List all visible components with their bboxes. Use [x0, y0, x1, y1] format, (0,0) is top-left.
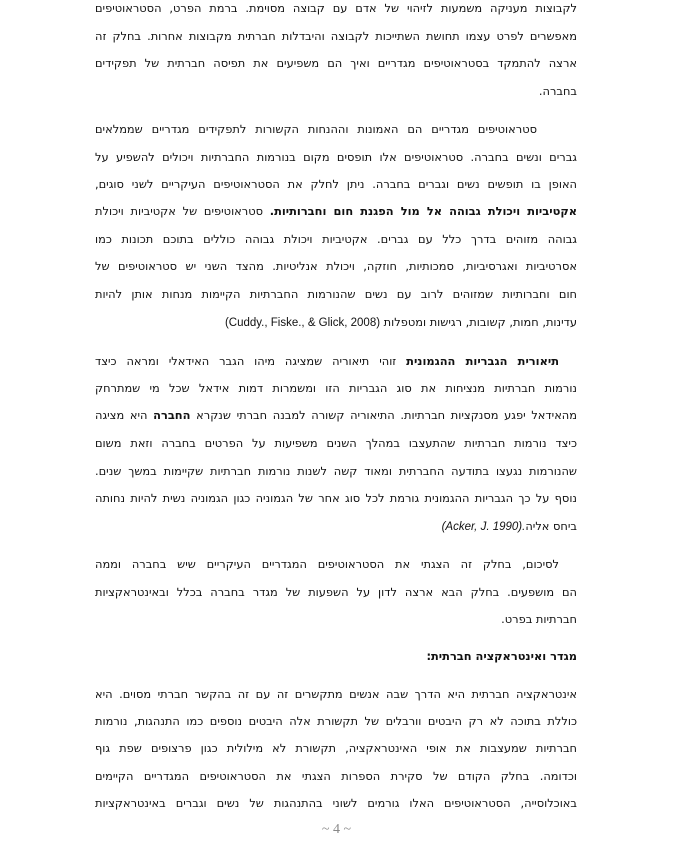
paragraph-3-line-3-end: היא מציגה	[95, 408, 154, 422]
paragraph-3-line-3	[95, 405, 577, 425]
paragraph-3-line-7-text: ביחס אליה	[525, 519, 577, 533]
paragraph-3-line-2: נורמות חברתיות מנציחות את סוג הגבריות הזו ומשמרות דמות אידאל שכל מי שמתרחק	[95, 381, 577, 395]
paragraph-5-line-5: באוכלוסייה, הסטראוטיפים האלו גורמים לשוני בהתנהגות של נשים וגברים באינטראקציות	[95, 796, 577, 810]
paragraph-2-line-1: סטראוטיפים מגדריים הם האמונות וההנחות הקשורות לתפקידים מגדריים שממלאים	[95, 122, 537, 136]
hegemonic-masculinity-term: תיאורית הגבריות ההגמונית	[406, 354, 559, 368]
paragraph-2-line-5: גבוהה מזוהים בדרך כלל עם גברים. אקטיביות ויכולת גבוהה כוללים בתוכם תכונות כמו	[95, 232, 577, 246]
paragraph-5-line-2: כוללת בתוכה לא רק היבטים וורבלים של תקשורת אלה היבטים נוספים כמו התנהגות, נורמות	[95, 714, 577, 728]
paragraph-1-line-3: ארצה להתמקד בסטראוטיפים מגדריים ואיך הם משפיעים את תפיסה חברתית של תפקידים	[95, 56, 577, 70]
key-stereotype-types: אקטיביות ויכולת גבוהה אל מול הפגנת חום וחברותיות.	[269, 204, 577, 218]
paragraph-5-line-3: חברתיות שמעצבות את אופי האינטראקציה, תקשורת לא מילולית כגון פרצופים שפת גוף	[95, 741, 577, 755]
paragraph-2-line-8-text: עדינות, חמות, קשובות, רגישות ומטפלות	[383, 315, 577, 329]
paragraph-3-line-5: שהנורמות נגעצו בתודעה החברתית ומאוד קשה לשנות נורמות חברתיות שקיימות במשך שנים.	[95, 464, 577, 478]
paragraph-5-line-1: אינטראקציה חברתית היא הדרך שבה אנשים מתקשרים זה עם זה בהקשר חברתי מסוים. היא	[95, 687, 577, 701]
society-term: החברה	[153, 408, 191, 422]
paragraph-1-line-1: לקבוצות מעניקה משמעות לזיהוי של אדם עם קבוצה מסוימת. ברמת הפרט, הסטראוטיפים	[95, 1, 577, 15]
paragraph-2-line-4	[95, 201, 577, 221]
paragraph-3-line-1	[95, 351, 577, 371]
page-number: ~ 4 ~	[321, 822, 352, 837]
paragraph-1-line-2: מאפשרים לפרט עצמו תחושת השתייכות לקבוצה והיבדלות חברתית מקבוצות אחרות. בחלק זה	[95, 29, 577, 43]
paragraph-3-line-3-start: מהאידאל יפגע מסנקציות חברתיות. התיאוריה קשורה למבנה חברתי שנקרא	[190, 408, 577, 422]
paragraph-4-line-2: הם מושפעים. בחלק הבא ארצה לדון על השפעות של מגדר בחברה בכלל ובאינטראקציות	[95, 585, 577, 599]
paragraph-2-line-7: חום וחברותיות שמזוהים לרוב עם נשים שהנורמות החברתיות הקיימות מנחות אותן להיות	[95, 287, 577, 301]
paragraph-3-line-7	[95, 516, 577, 536]
citation-acker-1990: (Acker, J. 1990).	[441, 521, 526, 533]
paragraph-2-line-8	[95, 312, 577, 332]
paragraph-3-line-6: נוסף על כך הגבריות ההגמונית גורמת לכל סוג אחר של הגמוניה כגון הגמוניה נשית להיות נחותה	[95, 491, 577, 505]
paragraph-3-line-1-rest: זוהי תיאוריה שמציגה מיהו הגבר האידאלי ומראה כיצד	[95, 354, 407, 368]
paragraph-2-line-6: אסרטיביות ואגרסיביות, סמכותיות, חוזקה, ויכולת אנליטיות. מהצד השני יש סטראוטיפים של	[95, 259, 577, 273]
paragraph-4-line-3: חברתיות בפרט.	[501, 612, 577, 626]
paragraph-2-line-3: האופן בו תופשים נשים וגברים בחברה. ניתן לחלק את הסטראוטיפים העיקריים לשני סוגים,	[95, 177, 577, 191]
paragraph-3-line-4: כיצד נורמות חברתיות שהתעצבו במהלך השנים משפיעות על הפרטים בחברה וזאת משום	[95, 436, 577, 450]
paragraph-5-line-4: וכדומה. בחלק הקודם של סקירת הספרות הצגתי את הסטראוטיפים המגדריים הקיימים	[95, 769, 577, 783]
paragraph-1-line-4: בחברה.	[538, 84, 577, 98]
paragraph-4-line-1: לסיכום, בחלק זה הצגתי את הסטראוטיפים המגדריים העיקריים שיש בחברה וממה	[95, 557, 559, 571]
paragraph-2-line-2: גברים ונשים בחברה. סטראוטיפים אלו תופסים מקום בנורמות החברתיות ויכולים להשפיע על	[95, 150, 577, 164]
section-heading: מגדר ואינטראקציה חברתית:	[426, 649, 577, 663]
paragraph-2-line-4-rest: סטראוטיפים של אקטיביות ויכולת	[95, 204, 270, 218]
citation-cuddy-2008: (Cuddy., Fiske., & Glick, 2008)	[224, 317, 381, 329]
